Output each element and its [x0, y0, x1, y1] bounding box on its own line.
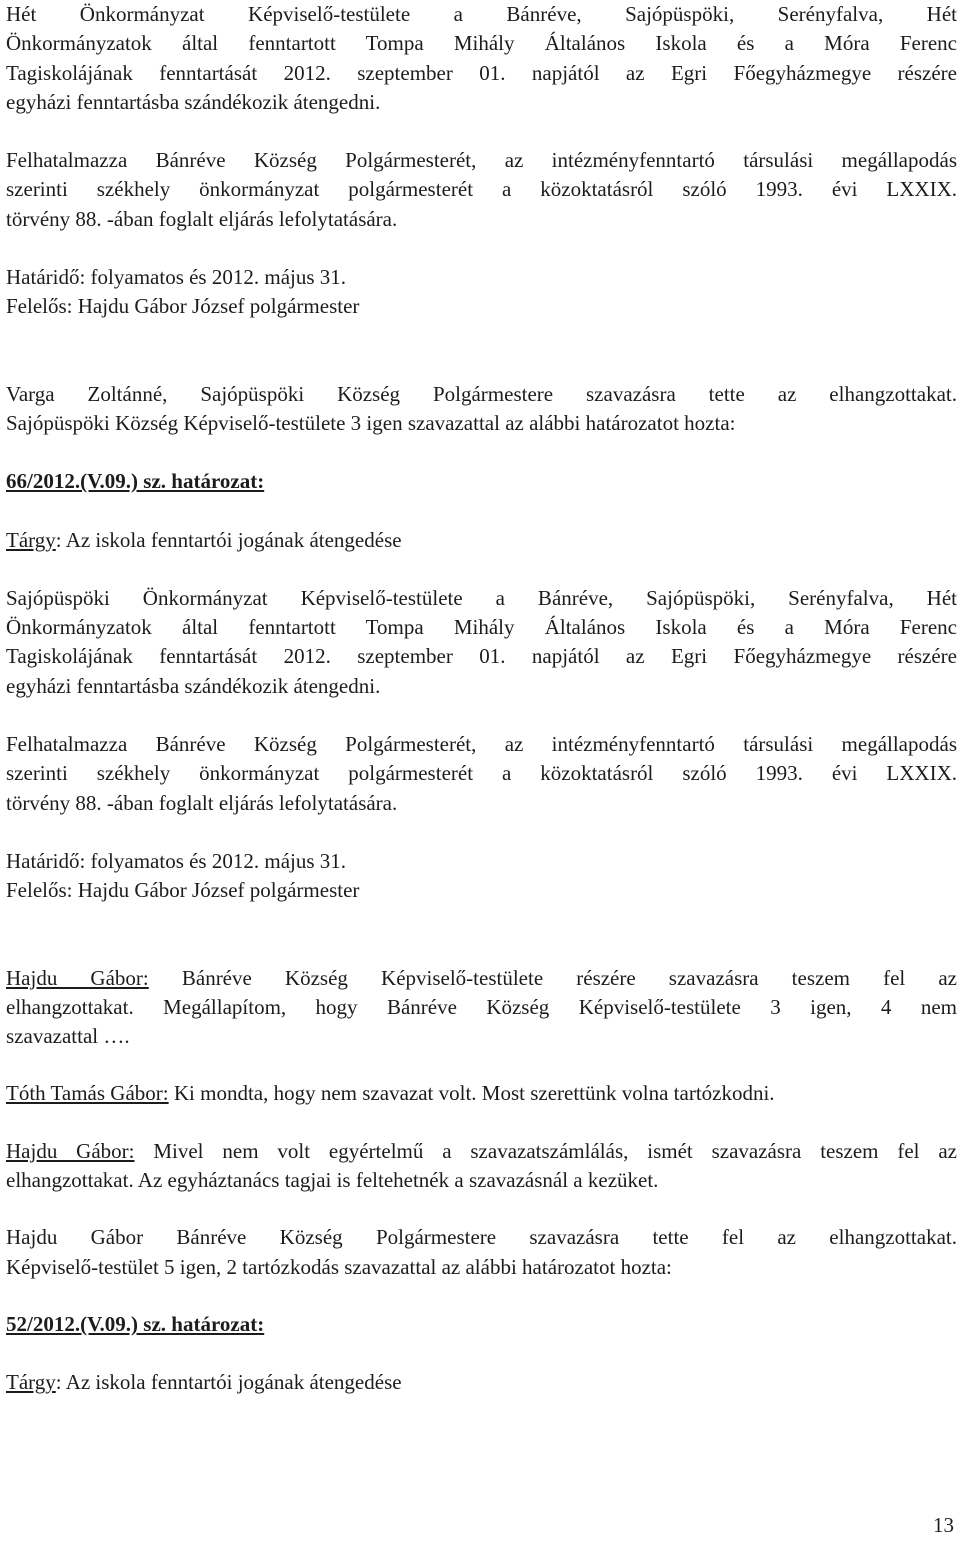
text-line: elhangzottakat. Megállapítom, hogy Bánréve Község Képviselő-testülete 3 igen, 4 nem: [6, 994, 957, 1019]
resolution-number: 66/2012.(V.09.) sz. határozat:: [6, 469, 265, 494]
text-line: Önkormányzatok által fenntartott Tompa Mihály Általános Iskola és a Móra Ferenc: [6, 615, 957, 640]
text-line: Felhatalmazza Bánréve Község Polgármesterét, az intézményfenntartó társulási megállapodás: [6, 732, 957, 757]
subject-line: [6, 1368, 957, 1397]
text-line: Varga Zoltánné, Sajópüspöki Község Polgármestere szavazásra tette az elhangzottakat.: [6, 381, 957, 406]
text-line: szavazattal ….: [6, 1024, 130, 1049]
text-line: Sajópüspöki Község Képviselő-testülete 3 igen szavazattal az alábbi határozatot hozta:: [6, 410, 736, 435]
deadline-line: Határidő: folyamatos és 2012. május 31.: [6, 265, 347, 290]
subject-label: Tárgy: [6, 527, 56, 552]
subject-text: : Az iskola fenntartói jogának átengedése: [55, 1370, 402, 1395]
text-line: Tagiskolájának fenntartását 2012. szeptember 01. napjától az Egri Főegyházmegye részére: [6, 60, 957, 85]
text-line: [6, 964, 957, 993]
speaker-name: Hajdu Gábor:: [6, 965, 149, 990]
text-line: törvény 88. -ában foglalt eljárás lefolytatására.: [6, 206, 398, 231]
text-line: Képviselő-testület 5 igen, 2 tartózkodás szavazattal az alábbi határozatot hozta:: [6, 1254, 672, 1279]
paragraph-hot-resolution: [6, 0, 957, 117]
deadline-line: Határidő: folyamatos és 2012. május 31.: [6, 848, 347, 873]
paragraph-authorization: [6, 730, 957, 818]
text-line: [6, 1079, 957, 1108]
paragraph-vote-banreve: [6, 1223, 957, 1282]
text-line: szerinti székhely önkormányzat polgármesterét a közoktatásról szóló 1993. évi LXXIX.: [6, 761, 957, 786]
text-line: egyházi fenntartásba szándékozik átengedni.: [6, 89, 381, 114]
text-line: szerinti székhely önkormányzat polgármesterét a közoktatásról szóló 1993. évi LXXIX.: [6, 177, 957, 202]
subject-line: [6, 526, 957, 555]
subject-text: : Az iskola fenntartói jogának átengedése: [55, 527, 402, 552]
speech-text: Ki mondta, hogy nem szavazat volt. Most szerettünk volna tartózkodni.: [168, 1081, 775, 1106]
document-page: [6, 0, 957, 1398]
speaker-name: Hajdu Gábor:: [6, 1138, 135, 1163]
text-line: Felhatalmazza Bánréve Község Polgármesterét, az intézményfenntartó társulási megállapodás: [6, 148, 957, 173]
responsible-line: Felelős: Hajdu Gábor József polgármester: [6, 294, 360, 319]
resolution-number: 52/2012.(V.09.) sz. határozat:: [6, 1311, 265, 1336]
text-line: Hajdu Gábor Bánréve Község Polgármestere szavazásra tette fel az elhangzottakat.: [6, 1225, 957, 1250]
paragraph-toth-comment: [6, 1079, 957, 1108]
responsible-line: Felelős: Hajdu Gábor József polgármester: [6, 878, 360, 903]
paragraph-deadline: [6, 263, 957, 322]
paragraph-deadline: [6, 847, 957, 906]
paragraph-sajopuspoki-resolution: [6, 584, 957, 701]
text-line: elhangzottakat. Az egyháztanács tagjai is feltehetnék a szavazásnál a kezüket.: [6, 1168, 659, 1193]
text-line: Tagiskolájának fenntartását 2012. szeptember 01. napjától az Egri Főegyházmegye részére: [6, 644, 957, 669]
page-number: 13: [933, 1513, 954, 1537]
paragraph-hajdu-revote: [6, 1137, 957, 1196]
text-line: egyházi fenntartásba szándékozik átengedni.: [6, 673, 381, 698]
subject-label: Tárgy: [6, 1370, 56, 1395]
paragraph-authorization: [6, 146, 957, 234]
speech-text: Bánréve Község Képviselő-testülete részére szavazásra teszem fel az: [148, 965, 957, 990]
speech-text: Mivel nem volt egyértelmű a szavazatszámlálás, ismét szavazásra teszem fel az: [134, 1138, 957, 1163]
speaker-name: Tóth Tamás Gábor:: [6, 1081, 169, 1106]
text-line: [6, 1137, 957, 1166]
text-line: törvény 88. -ában foglalt eljárás lefolytatására.: [6, 790, 398, 815]
text-line: Sajópüspöki Önkormányzat Képviselő-testülete a Bánréve, Sajópüspöki, Serényfalva, Hét: [6, 585, 957, 610]
paragraph-hajdu-vote: [6, 964, 957, 1052]
text-line: Önkormányzatok által fenntartott Tompa Mihály Általános Iskola és a Móra Ferenc: [6, 31, 957, 56]
text-line: Hét Önkormányzat Képviselő-testülete a Bánréve, Sajópüspöki, Serényfalva, Hét: [6, 2, 957, 26]
paragraph-vote-sajopuspoki: [6, 380, 957, 439]
